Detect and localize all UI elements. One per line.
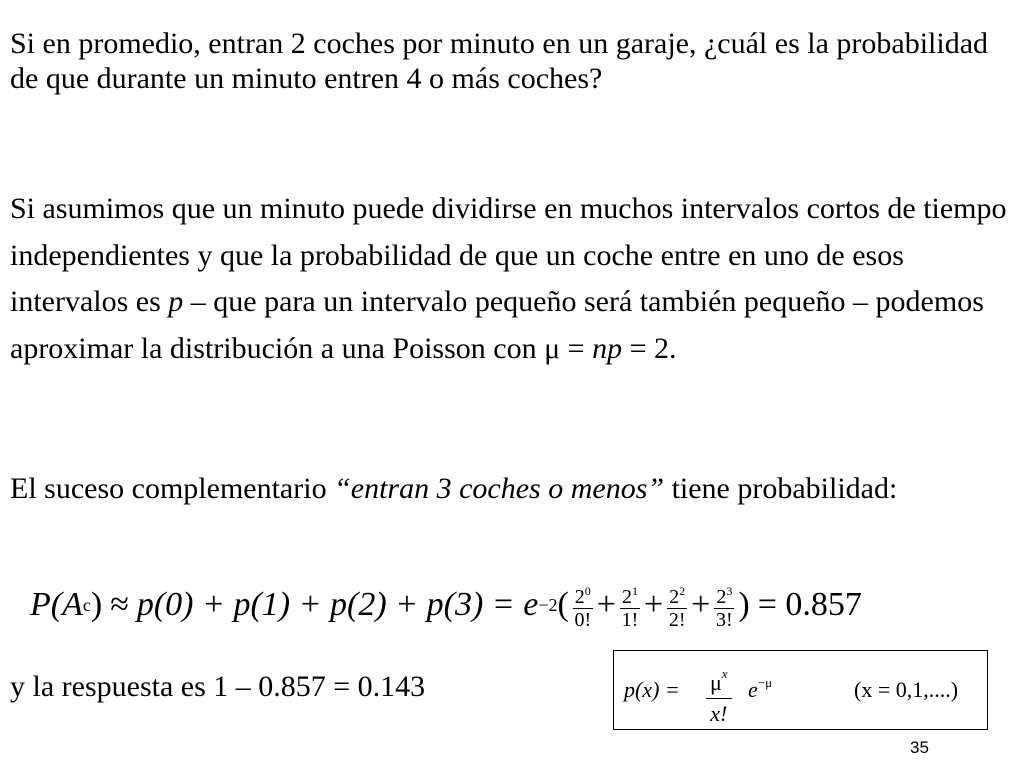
poisson-formula-box (613, 650, 988, 730)
equation-lhs-sup: c (82, 594, 91, 615)
question-paragraph: Si en promedio, entran 2 coches por minuto en un garaje, ¿cuál es la probabilidad de que durante un minuto entren 4 o más coches? (10, 27, 989, 95)
answer-paragraph: y la respuesta es 1 – 0.857 = 0.143 (10, 670, 426, 703)
formula-exponential (748, 675, 772, 703)
fraction-3-power: 3 (726, 583, 733, 598)
equation-result: = 0.857 (757, 586, 862, 623)
fraction-0-base: 2 (574, 585, 585, 608)
fraction-2-base: 2 (669, 585, 680, 608)
formula-numerator: μ (710, 670, 722, 695)
fraction-3-base: 2 (716, 585, 727, 608)
approx-symbol: ≈ (110, 586, 129, 623)
page-number: 35 (910, 738, 929, 757)
formula-domain: (x = 0,1,....) (854, 677, 959, 702)
formula-exp-sup: −μ (757, 675, 773, 690)
variable-np: np (592, 331, 623, 365)
assumption-text-1: Si asumimos que un minuto puede dividirse en muchos intervalos cortos de tiempo independientes y que la probabilidad de que un coche entre en uno de esos intervalos es (10, 192, 1007, 318)
complement-text-1: El suceso complementario (10, 472, 335, 505)
formula-lhs: p(x) = (624, 677, 680, 702)
complement-quote: “entran 3 coches o menos” (334, 472, 665, 505)
formula-fraction (706, 659, 732, 729)
formula-denominator: x! (710, 701, 728, 726)
fraction-3-den: 3! (716, 608, 733, 631)
fraction-0-power: 0 (584, 583, 591, 598)
fraction-2-den: 2! (668, 608, 686, 631)
mu-symbol: μ (544, 331, 561, 365)
equation-terms: p(0) + p(1) + p(2) + p(3) = e (136, 586, 539, 623)
plus-3: + (691, 586, 711, 623)
formula-numerator-sup: x (721, 666, 728, 681)
equation-open-paren: ( (557, 586, 569, 623)
fraction-3 (714, 580, 734, 631)
complement-paragraph (10, 466, 1010, 511)
variable-p: p (168, 285, 184, 318)
plus-1: + (596, 586, 616, 623)
assumption-text-2: – que para un intervalo pequeño será también pequeño – podemos aproximar la distribución a una Poisson con (10, 285, 984, 365)
assumption-paragraph (10, 186, 1015, 372)
equation-lhs-close: ) (90, 586, 103, 623)
formula-exp-base: e (748, 677, 758, 702)
fraction-1-den: 1! (621, 608, 639, 631)
equation-exponent: −2 (538, 594, 558, 615)
equation-close-paren: ) (738, 586, 750, 623)
fraction-2 (667, 580, 687, 631)
fraction-0 (573, 580, 593, 631)
equals-2: = 2. (622, 331, 677, 365)
fraction-1-base: 2 (621, 585, 632, 608)
equals-1: = (560, 331, 593, 365)
fraction-1-power: 1 (631, 583, 638, 598)
fraction-2-power: 2 (679, 583, 686, 598)
complement-text-2: tiene probabilidad: (664, 472, 898, 505)
equation-lhs: P(A (30, 586, 83, 623)
fraction-0-den: 0! (574, 608, 592, 631)
plus-2: + (643, 586, 664, 623)
probability-equation (30, 572, 1010, 638)
fraction-1 (620, 580, 640, 631)
